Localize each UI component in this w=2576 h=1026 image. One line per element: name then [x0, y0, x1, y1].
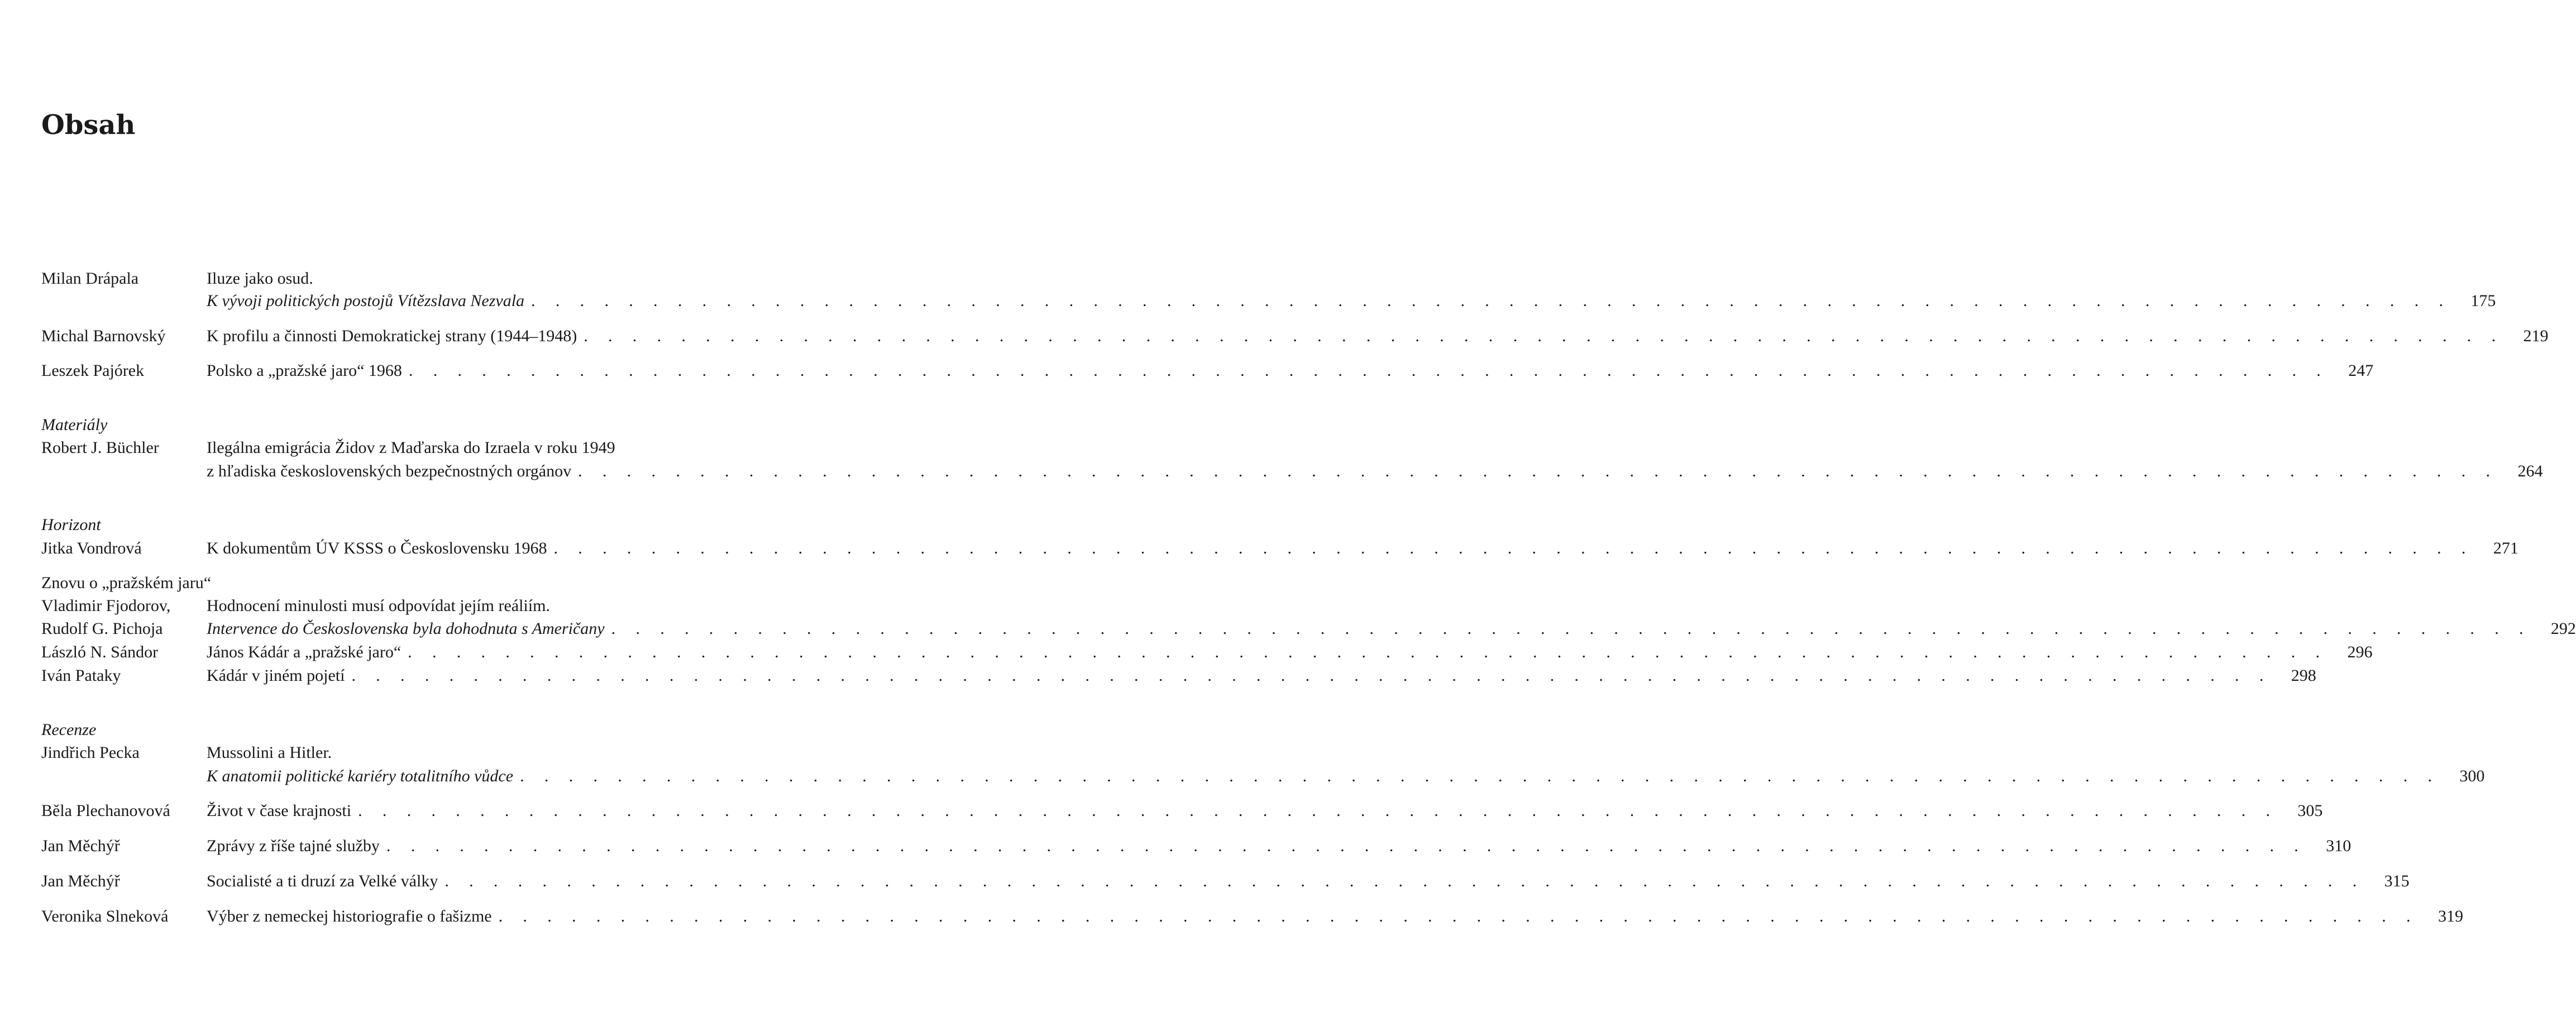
section-heading-horizont: Horizont	[41, 516, 101, 534]
toc-entry	[41, 617, 2576, 641]
toc-entry-subtitle-line	[41, 460, 2543, 483]
section-heading	[41, 571, 742, 595]
entry-author: Michal Barnovský	[41, 327, 166, 345]
toc-entry	[41, 905, 2463, 928]
entry-title: Iluze jako osud.	[207, 269, 313, 288]
entry-title: János Kádár a „pražské jaro“	[207, 643, 402, 661]
entry-title: K dokumentům ÚV KSSS o Československu 1968	[207, 539, 547, 557]
dot-leader: . . . . . . . . . . . . . . . . . . . . . . . . . . . . . . . . . . . . . . . . . . . . . . . . . . . . . . . . . . . . . . . . . . . . . . . . . . . . . . .	[351, 666, 2272, 685]
dot-leader: . . . . . . . . . . . . . . . . . . . . . . . . . . . . . . . . . . . . . . . . . . . . . . . . . . . . . . . . . . . . . . . . . . . . . . . . . . . . . . .	[386, 837, 2307, 855]
entry-page-number: 319	[2438, 907, 2463, 925]
section-heading	[41, 718, 742, 742]
entry-author: Běla Plechanovová	[41, 801, 170, 820]
dot-leader: . . . . . . . . . . . . . . . . . . . . . . . . . . . . . . . . . . . . . . . . . . . . . . . . . . . . . . . . . . . . . . . . . . . . . . . . . . . . . . .	[611, 619, 2531, 638]
entry-title: Život v čase krajnosti	[207, 801, 352, 820]
entry-author: Leszek Pajórek	[41, 361, 145, 380]
toc-entry	[41, 870, 2410, 893]
dot-leader: . . . . . . . . . . . . . . . . . . . . . . . . . . . . . . . . . . . . . . . . . . . . . . . . . . . . . . . . . . . . . . . . . . . . . . . . . . . . . . .	[578, 462, 2498, 480]
entry-title: Mussolini a Hitler.	[207, 743, 332, 762]
entry-author: Vladimir Fjodorov,	[41, 596, 171, 615]
dot-leader: . . . . . . . . . . . . . . . . . . . . . . . . . . . . . . . . . . . . . . . . . . . . . . . . . . . . . . . . . . . . . . . . . . . . . . . . . . . . . . .	[520, 767, 2440, 785]
entry-title: Kádár v jiném pojetí	[207, 666, 345, 685]
entry-page-number: 247	[2348, 361, 2374, 380]
toc-entry	[41, 537, 2518, 560]
entry-author: Rudolf G. Pichoja	[41, 619, 163, 638]
toc-entry	[41, 641, 2373, 664]
entry-title: K profilu a činnosti Demokratickej strany (1944–1948)	[207, 327, 577, 345]
toc-entry-author-line	[41, 436, 742, 460]
toc-entry-subtitle-line	[41, 289, 2496, 313]
entry-subtitle: K anatomii politické kariéry totalitního vůdce	[207, 767, 514, 785]
dot-leader: . . . . . . . . . . . . . . . . . . . . . . . . . . . . . . . . . . . . . . . . . . . . . . . . . . . . . . . . . . . . . . . . . . . . . . . . . . . . . . .	[358, 801, 2278, 820]
toc-entry-author-line	[41, 741, 742, 765]
entry-page-number: 315	[2384, 872, 2410, 890]
entry-page-number: 175	[2470, 292, 2496, 310]
toc-entry	[41, 834, 2352, 858]
entry-author: Robert J. Büchler	[41, 438, 159, 457]
entry-subtitle: K vývoji politických postojů Vítězslava Nezvala	[207, 292, 525, 310]
section-heading-znovu: Znovu o „pražském jaru“	[41, 574, 212, 592]
dot-leader: . . . . . . . . . . . . . . . . . . . . . . . . . . . . . . . . . . . . . . . . . . . . . . . . . . . . . . . . . . . . . . . . . . . . . . . . . . . . . . .	[584, 327, 2504, 345]
entry-page-number: 219	[2523, 327, 2549, 345]
dot-leader: . . . . . . . . . . . . . . . . . . . . . . . . . . . . . . . . . . . . . . . . . . . . . . . . . . . . . . . . . . . . . . . . . . . . . . . . . . . . . . .	[498, 907, 2419, 925]
entry-title: Výber z nemeckej historiografie o fašizme	[207, 907, 492, 925]
entry-author: Iván Pataky	[41, 666, 121, 685]
dot-leader: . . . . . . . . . . . . . . . . . . . . . . . . . . . . . . . . . . . . . . . . . . . . . . . . . . . . . . . . . . . . . . . . . . . . . . . . . . . . . . .	[408, 361, 2329, 380]
entry-title: Ilegálna emigrácia Židov z Maďarska do Izraela v roku 1949	[207, 438, 615, 457]
dot-leader: . . . . . . . . . . . . . . . . . . . . . . . . . . . . . . . . . . . . . . . . . . . . . . . . . . . . . . . . . . . . . . . . . . . . . . . . . . . . . . .	[553, 539, 2474, 557]
dot-leader: . . . . . . . . . . . . . . . . . . . . . . . . . . . . . . . . . . . . . . . . . . . . . . . . . . . . . . . . . . . . . . . . . . . . . . . . . . . . . . .	[531, 292, 2451, 310]
toc-entry-subtitle-line	[41, 765, 2485, 788]
entry-page-number: 305	[2297, 801, 2323, 820]
section-heading	[41, 513, 742, 537]
section-heading-recenze: Recenze	[41, 720, 97, 739]
entry-author: Jitka Vondrová	[41, 539, 142, 557]
entry-page-number: 298	[2291, 666, 2316, 685]
toc-entry	[41, 324, 2549, 348]
toc-entry	[41, 359, 2374, 383]
dot-leader: . . . . . . . . . . . . . . . . . . . . . . . . . . . . . . . . . . . . . . . . . . . . . . . . . . . . . . . . . . . . . . . . . . . . . . . . . . . . . . .	[408, 643, 2328, 661]
toc-entry	[41, 664, 2316, 688]
entry-author: László N. Sándor	[41, 643, 159, 661]
entry-author: Jindřich Pecka	[41, 743, 140, 762]
entry-author: Milan Drápala	[41, 269, 139, 288]
toc-entry	[41, 799, 2323, 823]
entry-page-number: 310	[2326, 837, 2352, 855]
page-title: Obsah	[41, 109, 136, 141]
entry-title: Socialisté a ti druzí za Velké války	[207, 872, 438, 890]
section-heading	[41, 413, 742, 437]
entry-title: Zprávy z říše tajné služby	[207, 837, 380, 855]
toc-entry-author-line	[41, 267, 742, 290]
dot-leader: . . . . . . . . . . . . . . . . . . . . . . . . . . . . . . . . . . . . . . . . . . . . . . . . . . . . . . . . . . . . . . . . . . . . . . . . . . . . . . .	[445, 872, 2365, 890]
entry-page-number: 292	[2550, 619, 2576, 638]
entry-author: Jan Měchýř	[41, 872, 120, 890]
entry-page-number: 296	[2347, 643, 2373, 661]
toc-entry	[41, 594, 742, 618]
entry-page-number: 264	[2517, 462, 2543, 480]
entry-page-number: 300	[2459, 767, 2485, 785]
entry-page-number: 271	[2493, 539, 2518, 557]
section-heading-materialy: Materiály	[41, 416, 108, 434]
entry-author: Veronika Slneková	[41, 907, 169, 925]
entry-title: Intervence do Československa byla dohodnuta s Američany	[207, 619, 605, 638]
entry-title: Polsko a „pražské jaro“ 1968	[207, 361, 402, 380]
entry-author: Jan Měchýř	[41, 837, 120, 855]
entry-subtitle: z hľadiska československých bezpečnostných orgánov	[207, 462, 572, 480]
entry-title: Hodnocení minulosti musí odpovídat jejím reáliím.	[207, 596, 550, 615]
